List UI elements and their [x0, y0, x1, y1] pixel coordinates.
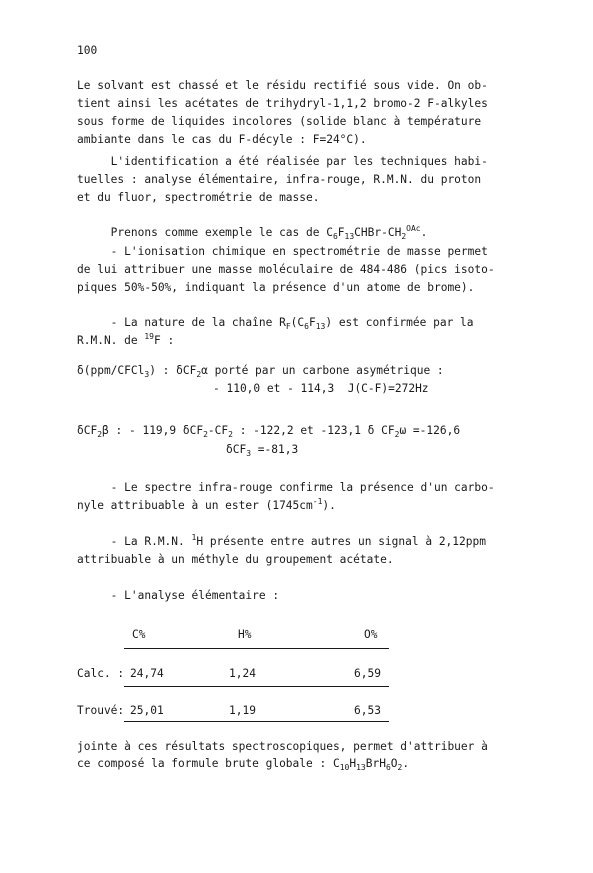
table-row-found-c: 25,01: [130, 704, 164, 717]
para3-line-3: piques 50%-50%, indiquant la présence d'un atome de brome).: [77, 281, 475, 294]
table-row-found-label: Trouvé:: [77, 704, 125, 717]
delta-line-2: - 110,0 et - 114,3 J(C-F)=272Hz: [213, 382, 429, 395]
para2-line-3: et du fluor, spectrométrie de masse.: [77, 191, 320, 204]
rf-chain-line: - La nature de la chaîne $R_F(C_6F_{13})$ est confirmée par la: [77, 316, 474, 331]
example-formula-line: Prenons comme exemple le cas de $C_6F_{13}CHBr-CH_2^{OAc}$.: [77, 224, 428, 241]
table-row-calc-h: 1,24: [229, 667, 256, 680]
page-number: 100: [77, 44, 98, 57]
table-row-calc-label: Calc. :: [77, 667, 125, 680]
table-header-rule: [124, 648, 389, 649]
ir-line-1: - Le spectre infra-rouge confirme la présence d'un carbo-: [77, 481, 495, 494]
table-bottom-rule: [124, 721, 389, 722]
para1-line-1: Le solvant est chassé et le résidu rectifié sous vide. On ob-: [77, 79, 488, 92]
table-row-found-h: 1,19: [229, 704, 256, 717]
delta-line-1: δ(ppm/CFCl$_3$) : δCF$_2$α porté par un carbone asymétrique :: [77, 364, 444, 379]
para3-line-1: - L'ionisation chimique en spectrométrie de masse permet: [77, 245, 488, 258]
final-formula-line: ce composé la formule brute globale : $C_{10}H_{13}BrH_6O_2$.: [77, 757, 410, 772]
table-row-found-o: 6,53: [354, 704, 381, 717]
table-header-h: H%: [238, 628, 252, 641]
table-header-o: O%: [364, 628, 378, 641]
para1-line-4: ambiante dans le cas du F-décyle : F=24°C).: [77, 133, 367, 146]
table-row-rule: [124, 686, 389, 687]
table-header-c: C%: [132, 628, 146, 641]
hrmn-line-1: - La R.M.N. $^1$H présente entre autres un signal à 2,12ppm: [77, 533, 486, 548]
hrmn-line-2: attribuable à un méthyle du groupement acétate.: [77, 553, 394, 566]
para3-line-2: de lui attribuer une masse moléculaire de 484-486 (pics isoto-: [77, 263, 495, 276]
para2-line-2: tuelles : analyse élémentaire, infra-rouge, R.M.N. du proton: [77, 173, 482, 186]
para2-line-1: L'identification a été réalisée par les techniques habi-: [77, 155, 488, 168]
rmn-fluor-line: R.M.N. de $^{19}$F :: [77, 332, 175, 347]
para1-line-3: sous forme de liquides incolores (solide blanc à température: [77, 115, 482, 128]
para1-line-2: tient ainsi les acétates de trihydryl-1,1,2 bromo-2 F-alkyles: [77, 97, 488, 110]
table-row-calc-o: 6,59: [354, 667, 381, 680]
table-row-calc-c: 24,74: [130, 667, 164, 680]
elemental-analysis-line: - L'analyse élémentaire :: [77, 589, 280, 602]
delta-line-3: δCF$_2$β : - 119,9 $\delta CF_2-CF_2$ : -122,2 et -123,1 δ $CF_2\omega =-126,6$: [77, 424, 461, 439]
delta-line-4: δCF$_3$ =-81,3: [226, 443, 299, 458]
final-line-1: jointe à ces résultats spectroscopiques, permet d'attribuer à: [77, 740, 488, 753]
ir-line-2: nyle attribuable à un ester $(1745cm^{-1})$.: [77, 497, 336, 512]
